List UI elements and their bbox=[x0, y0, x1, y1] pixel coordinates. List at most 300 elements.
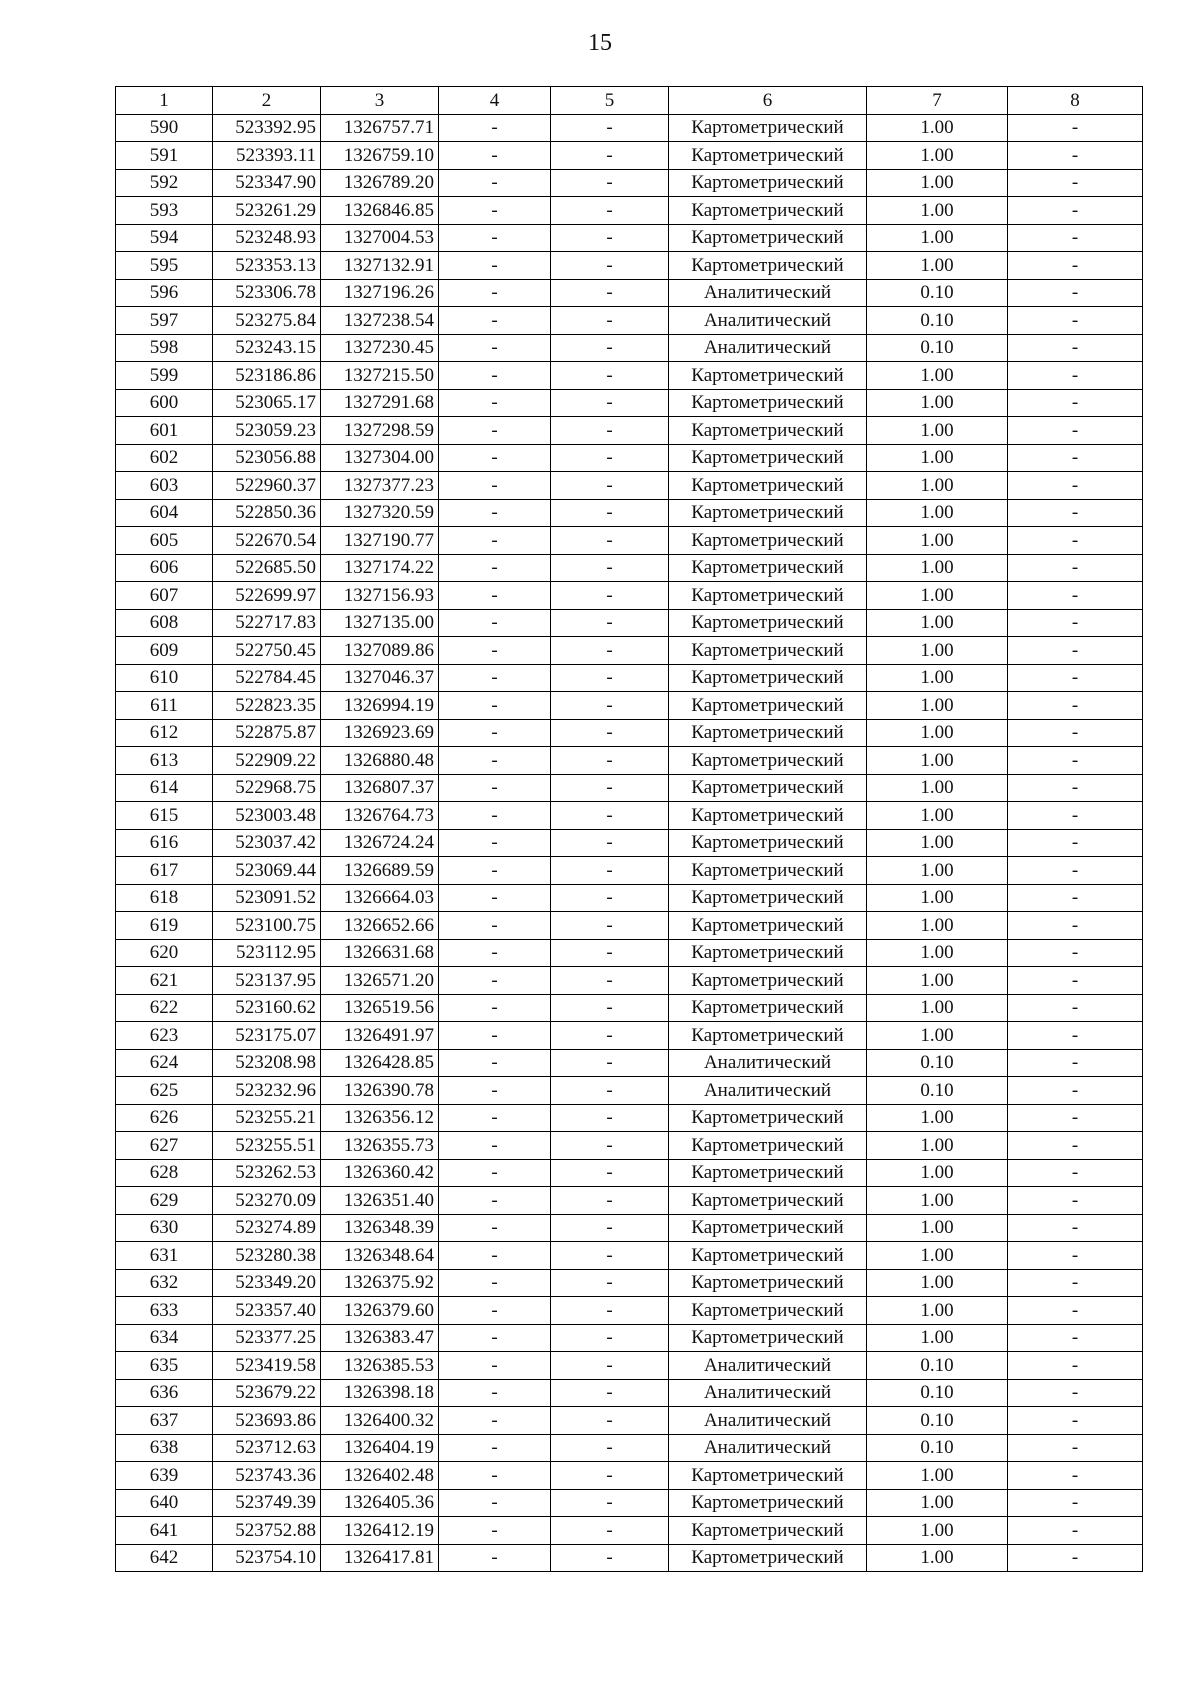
method-cell: Картометрический bbox=[669, 527, 867, 555]
point-number-cell: 595 bbox=[116, 252, 213, 280]
accuracy-cell: 1.00 bbox=[867, 1214, 1008, 1242]
accuracy-cell: 1.00 bbox=[867, 857, 1008, 885]
y-coordinate-cell: 1326631.68 bbox=[321, 939, 439, 967]
table-row bbox=[116, 527, 1143, 555]
header-row bbox=[116, 87, 1143, 115]
method-cell: Картометрический bbox=[669, 857, 867, 885]
point-number-cell: 609 bbox=[116, 637, 213, 665]
accuracy-cell: 1.00 bbox=[867, 1297, 1008, 1325]
header-cell: 1 bbox=[116, 87, 213, 115]
col4-cell: - bbox=[439, 114, 551, 142]
table-row bbox=[116, 307, 1143, 335]
y-coordinate-cell: 1326664.03 bbox=[321, 884, 439, 912]
col4-cell: - bbox=[439, 1104, 551, 1132]
table-row bbox=[116, 1379, 1143, 1407]
method-cell: Картометрический bbox=[669, 224, 867, 252]
col5-cell: - bbox=[551, 664, 669, 692]
col5-cell: - bbox=[551, 967, 669, 995]
col8-cell: - bbox=[1008, 389, 1143, 417]
method-cell: Аналитический bbox=[669, 1379, 867, 1407]
col4-cell: - bbox=[439, 1214, 551, 1242]
y-coordinate-cell: 1326571.20 bbox=[321, 967, 439, 995]
col5-cell: - bbox=[551, 719, 669, 747]
x-coordinate-cell: 523357.40 bbox=[213, 1297, 321, 1325]
method-cell: Картометрический bbox=[669, 1462, 867, 1490]
col5-cell: - bbox=[551, 334, 669, 362]
x-coordinate-cell: 523743.36 bbox=[213, 1462, 321, 1490]
col4-cell: - bbox=[439, 582, 551, 610]
table-row bbox=[116, 1022, 1143, 1050]
point-number-cell: 631 bbox=[116, 1242, 213, 1270]
point-number-cell: 606 bbox=[116, 554, 213, 582]
col5-cell: - bbox=[551, 609, 669, 637]
point-number-cell: 615 bbox=[116, 802, 213, 830]
accuracy-cell: 1.00 bbox=[867, 582, 1008, 610]
accuracy-cell: 1.00 bbox=[867, 884, 1008, 912]
col5-cell: - bbox=[551, 582, 669, 610]
accuracy-cell: 1.00 bbox=[867, 252, 1008, 280]
y-coordinate-cell: 1326994.19 bbox=[321, 692, 439, 720]
col4-cell: - bbox=[439, 857, 551, 885]
method-cell: Картометрический bbox=[669, 1187, 867, 1215]
y-coordinate-cell: 1326360.42 bbox=[321, 1159, 439, 1187]
table-row bbox=[116, 1324, 1143, 1352]
y-coordinate-cell: 1326417.81 bbox=[321, 1544, 439, 1572]
col8-cell: - bbox=[1008, 747, 1143, 775]
y-coordinate-cell: 1326923.69 bbox=[321, 719, 439, 747]
method-cell: Картометрический bbox=[669, 1324, 867, 1352]
table-row bbox=[116, 802, 1143, 830]
col5-cell: - bbox=[551, 362, 669, 390]
accuracy-cell: 1.00 bbox=[867, 1022, 1008, 1050]
point-number-cell: 634 bbox=[116, 1324, 213, 1352]
method-cell: Аналитический bbox=[669, 1049, 867, 1077]
col8-cell: - bbox=[1008, 499, 1143, 527]
col4-cell: - bbox=[439, 499, 551, 527]
accuracy-cell: 1.00 bbox=[867, 224, 1008, 252]
col8-cell: - bbox=[1008, 774, 1143, 802]
col4-cell: - bbox=[439, 1297, 551, 1325]
accuracy-cell: 0.10 bbox=[867, 1077, 1008, 1105]
x-coordinate-cell: 523754.10 bbox=[213, 1544, 321, 1572]
point-number-cell: 602 bbox=[116, 444, 213, 472]
col4-cell: - bbox=[439, 939, 551, 967]
x-coordinate-cell: 523393.11 bbox=[213, 142, 321, 170]
method-cell: Картометрический bbox=[669, 747, 867, 775]
table-row bbox=[116, 472, 1143, 500]
method-cell: Картометрический bbox=[669, 252, 867, 280]
y-coordinate-cell: 1326519.56 bbox=[321, 994, 439, 1022]
method-cell: Картометрический bbox=[669, 994, 867, 1022]
method-cell: Картометрический bbox=[669, 389, 867, 417]
col5-cell: - bbox=[551, 169, 669, 197]
col5-cell: - bbox=[551, 307, 669, 335]
y-coordinate-cell: 1326428.85 bbox=[321, 1049, 439, 1077]
table-row bbox=[116, 279, 1143, 307]
accuracy-cell: 1.00 bbox=[867, 527, 1008, 555]
col5-cell: - bbox=[551, 252, 669, 280]
x-coordinate-cell: 523243.15 bbox=[213, 334, 321, 362]
accuracy-cell: 1.00 bbox=[867, 967, 1008, 995]
col4-cell: - bbox=[439, 169, 551, 197]
x-coordinate-cell: 523232.96 bbox=[213, 1077, 321, 1105]
y-coordinate-cell: 1327304.00 bbox=[321, 444, 439, 472]
method-cell: Аналитический bbox=[669, 1077, 867, 1105]
col5-cell: - bbox=[551, 444, 669, 472]
col8-cell: - bbox=[1008, 994, 1143, 1022]
accuracy-cell: 1.00 bbox=[867, 609, 1008, 637]
method-cell: Аналитический bbox=[669, 1407, 867, 1435]
point-number-cell: 592 bbox=[116, 169, 213, 197]
col8-cell: - bbox=[1008, 252, 1143, 280]
col4-cell: - bbox=[439, 1517, 551, 1545]
table-row bbox=[116, 1242, 1143, 1270]
col8-cell: - bbox=[1008, 1049, 1143, 1077]
col4-cell: - bbox=[439, 692, 551, 720]
col8-cell: - bbox=[1008, 692, 1143, 720]
method-cell: Аналитический bbox=[669, 1352, 867, 1380]
col5-cell: - bbox=[551, 1214, 669, 1242]
col8-cell: - bbox=[1008, 1159, 1143, 1187]
accuracy-cell: 1.00 bbox=[867, 1242, 1008, 1270]
col8-cell: - bbox=[1008, 609, 1143, 637]
col8-cell: - bbox=[1008, 939, 1143, 967]
col8-cell: - bbox=[1008, 197, 1143, 225]
col8-cell: - bbox=[1008, 114, 1143, 142]
accuracy-cell: 1.00 bbox=[867, 802, 1008, 830]
col4-cell: - bbox=[439, 912, 551, 940]
y-coordinate-cell: 1326405.36 bbox=[321, 1489, 439, 1517]
col8-cell: - bbox=[1008, 472, 1143, 500]
accuracy-cell: 1.00 bbox=[867, 637, 1008, 665]
col8-cell: - bbox=[1008, 1544, 1143, 1572]
col4-cell: - bbox=[439, 279, 551, 307]
x-coordinate-cell: 523275.84 bbox=[213, 307, 321, 335]
y-coordinate-cell: 1326789.20 bbox=[321, 169, 439, 197]
col5-cell: - bbox=[551, 1159, 669, 1187]
y-coordinate-cell: 1326383.47 bbox=[321, 1324, 439, 1352]
accuracy-cell: 1.00 bbox=[867, 1187, 1008, 1215]
y-coordinate-cell: 1326757.71 bbox=[321, 114, 439, 142]
col8-cell: - bbox=[1008, 307, 1143, 335]
y-coordinate-cell: 1326355.73 bbox=[321, 1132, 439, 1160]
x-coordinate-cell: 522670.54 bbox=[213, 527, 321, 555]
col8-cell: - bbox=[1008, 884, 1143, 912]
table-row bbox=[116, 994, 1143, 1022]
col4-cell: - bbox=[439, 1407, 551, 1435]
point-number-cell: 591 bbox=[116, 142, 213, 170]
col4-cell: - bbox=[439, 1242, 551, 1270]
header-cell: 4 bbox=[439, 87, 551, 115]
col4-cell: - bbox=[439, 747, 551, 775]
table-row bbox=[116, 1132, 1143, 1160]
accuracy-cell: 1.00 bbox=[867, 472, 1008, 500]
col8-cell: - bbox=[1008, 1187, 1143, 1215]
accuracy-cell: 1.00 bbox=[867, 499, 1008, 527]
x-coordinate-cell: 522685.50 bbox=[213, 554, 321, 582]
point-number-cell: 621 bbox=[116, 967, 213, 995]
col4-cell: - bbox=[439, 307, 551, 335]
table-row bbox=[116, 609, 1143, 637]
table-row bbox=[116, 912, 1143, 940]
x-coordinate-cell: 523693.86 bbox=[213, 1407, 321, 1435]
col4-cell: - bbox=[439, 224, 551, 252]
col5-cell: - bbox=[551, 1434, 669, 1462]
table-row bbox=[116, 417, 1143, 445]
point-number-cell: 612 bbox=[116, 719, 213, 747]
col4-cell: - bbox=[439, 142, 551, 170]
x-coordinate-cell: 523059.23 bbox=[213, 417, 321, 445]
table-row bbox=[116, 1214, 1143, 1242]
accuracy-cell: 1.00 bbox=[867, 1132, 1008, 1160]
col4-cell: - bbox=[439, 609, 551, 637]
accuracy-cell: 1.00 bbox=[867, 1269, 1008, 1297]
col4-cell: - bbox=[439, 1544, 551, 1572]
y-coordinate-cell: 1326356.12 bbox=[321, 1104, 439, 1132]
method-cell: Картометрический bbox=[669, 1104, 867, 1132]
y-coordinate-cell: 1327377.23 bbox=[321, 472, 439, 500]
x-coordinate-cell: 523112.95 bbox=[213, 939, 321, 967]
col8-cell: - bbox=[1008, 802, 1143, 830]
x-coordinate-cell: 523160.62 bbox=[213, 994, 321, 1022]
method-cell: Картометрический bbox=[669, 1297, 867, 1325]
x-coordinate-cell: 523091.52 bbox=[213, 884, 321, 912]
x-coordinate-cell: 523679.22 bbox=[213, 1379, 321, 1407]
table-row bbox=[116, 1187, 1143, 1215]
point-number-cell: 594 bbox=[116, 224, 213, 252]
method-cell: Картометрический bbox=[669, 1022, 867, 1050]
col4-cell: - bbox=[439, 527, 551, 555]
col4-cell: - bbox=[439, 389, 551, 417]
col4-cell: - bbox=[439, 1379, 551, 1407]
col5-cell: - bbox=[551, 692, 669, 720]
col5-cell: - bbox=[551, 802, 669, 830]
table-row bbox=[116, 1352, 1143, 1380]
accuracy-cell: 1.00 bbox=[867, 1489, 1008, 1517]
y-coordinate-cell: 1326348.64 bbox=[321, 1242, 439, 1270]
x-coordinate-cell: 523003.48 bbox=[213, 802, 321, 830]
col8-cell: - bbox=[1008, 1517, 1143, 1545]
method-cell: Картометрический bbox=[669, 554, 867, 582]
method-cell: Картометрический bbox=[669, 582, 867, 610]
point-number-cell: 601 bbox=[116, 417, 213, 445]
y-coordinate-cell: 1326724.24 bbox=[321, 829, 439, 857]
col8-cell: - bbox=[1008, 554, 1143, 582]
col8-cell: - bbox=[1008, 1104, 1143, 1132]
table-row bbox=[116, 444, 1143, 472]
method-cell: Картометрический bbox=[669, 609, 867, 637]
y-coordinate-cell: 1326807.37 bbox=[321, 774, 439, 802]
col8-cell: - bbox=[1008, 719, 1143, 747]
accuracy-cell: 1.00 bbox=[867, 994, 1008, 1022]
col8-cell: - bbox=[1008, 582, 1143, 610]
accuracy-cell: 1.00 bbox=[867, 169, 1008, 197]
point-number-cell: 641 bbox=[116, 1517, 213, 1545]
header-cell: 5 bbox=[551, 87, 669, 115]
table-row bbox=[116, 582, 1143, 610]
col8-cell: - bbox=[1008, 444, 1143, 472]
x-coordinate-cell: 523419.58 bbox=[213, 1352, 321, 1380]
point-number-cell: 625 bbox=[116, 1077, 213, 1105]
method-cell: Картометрический bbox=[669, 1489, 867, 1517]
y-coordinate-cell: 1327174.22 bbox=[321, 554, 439, 582]
col5-cell: - bbox=[551, 1544, 669, 1572]
point-number-cell: 637 bbox=[116, 1407, 213, 1435]
accuracy-cell: 1.00 bbox=[867, 939, 1008, 967]
header-cell: 6 bbox=[669, 87, 867, 115]
y-coordinate-cell: 1326759.10 bbox=[321, 142, 439, 170]
point-number-cell: 596 bbox=[116, 279, 213, 307]
x-coordinate-cell: 523752.88 bbox=[213, 1517, 321, 1545]
method-cell: Картометрический bbox=[669, 774, 867, 802]
col8-cell: - bbox=[1008, 1489, 1143, 1517]
col8-cell: - bbox=[1008, 1242, 1143, 1270]
point-number-cell: 616 bbox=[116, 829, 213, 857]
col4-cell: - bbox=[439, 719, 551, 747]
point-number-cell: 630 bbox=[116, 1214, 213, 1242]
table-row bbox=[116, 1297, 1143, 1325]
y-coordinate-cell: 1326402.48 bbox=[321, 1462, 439, 1490]
accuracy-cell: 0.10 bbox=[867, 1049, 1008, 1077]
point-number-cell: 636 bbox=[116, 1379, 213, 1407]
accuracy-cell: 1.00 bbox=[867, 774, 1008, 802]
x-coordinate-cell: 523100.75 bbox=[213, 912, 321, 940]
x-coordinate-cell: 522823.35 bbox=[213, 692, 321, 720]
accuracy-cell: 1.00 bbox=[867, 747, 1008, 775]
col5-cell: - bbox=[551, 142, 669, 170]
y-coordinate-cell: 1326398.18 bbox=[321, 1379, 439, 1407]
col5-cell: - bbox=[551, 939, 669, 967]
col4-cell: - bbox=[439, 334, 551, 362]
accuracy-cell: 1.00 bbox=[867, 1544, 1008, 1572]
x-coordinate-cell: 523749.39 bbox=[213, 1489, 321, 1517]
point-number-cell: 632 bbox=[116, 1269, 213, 1297]
col5-cell: - bbox=[551, 1379, 669, 1407]
table-row bbox=[116, 1544, 1143, 1572]
y-coordinate-cell: 1326404.19 bbox=[321, 1434, 439, 1462]
method-cell: Картометрический bbox=[669, 1517, 867, 1545]
col4-cell: - bbox=[439, 774, 551, 802]
col4-cell: - bbox=[439, 967, 551, 995]
y-coordinate-cell: 1326385.53 bbox=[321, 1352, 439, 1380]
point-number-cell: 610 bbox=[116, 664, 213, 692]
table-row bbox=[116, 884, 1143, 912]
col5-cell: - bbox=[551, 1132, 669, 1160]
col5-cell: - bbox=[551, 527, 669, 555]
point-number-cell: 623 bbox=[116, 1022, 213, 1050]
accuracy-cell: 0.10 bbox=[867, 1407, 1008, 1435]
x-coordinate-cell: 522717.83 bbox=[213, 609, 321, 637]
y-coordinate-cell: 1327196.26 bbox=[321, 279, 439, 307]
method-cell: Картометрический bbox=[669, 417, 867, 445]
col5-cell: - bbox=[551, 884, 669, 912]
point-number-cell: 618 bbox=[116, 884, 213, 912]
col8-cell: - bbox=[1008, 224, 1143, 252]
y-coordinate-cell: 1327190.77 bbox=[321, 527, 439, 555]
col8-cell: - bbox=[1008, 334, 1143, 362]
point-number-cell: 620 bbox=[116, 939, 213, 967]
header-cell: 2 bbox=[213, 87, 321, 115]
method-cell: Картометрический bbox=[669, 664, 867, 692]
point-number-cell: 597 bbox=[116, 307, 213, 335]
col5-cell: - bbox=[551, 857, 669, 885]
table-row bbox=[116, 142, 1143, 170]
table-row bbox=[116, 224, 1143, 252]
point-number-cell: 607 bbox=[116, 582, 213, 610]
x-coordinate-cell: 523274.89 bbox=[213, 1214, 321, 1242]
table-row bbox=[116, 1407, 1143, 1435]
y-coordinate-cell: 1326351.40 bbox=[321, 1187, 439, 1215]
y-coordinate-cell: 1327156.93 bbox=[321, 582, 439, 610]
col8-cell: - bbox=[1008, 1407, 1143, 1435]
col5-cell: - bbox=[551, 114, 669, 142]
col5-cell: - bbox=[551, 279, 669, 307]
point-number-cell: 640 bbox=[116, 1489, 213, 1517]
y-coordinate-cell: 1326689.59 bbox=[321, 857, 439, 885]
col8-cell: - bbox=[1008, 1324, 1143, 1352]
point-number-cell: 590 bbox=[116, 114, 213, 142]
point-number-cell: 598 bbox=[116, 334, 213, 362]
table-row bbox=[116, 1434, 1143, 1462]
method-cell: Картометрический bbox=[669, 912, 867, 940]
table-row bbox=[116, 197, 1143, 225]
col5-cell: - bbox=[551, 1297, 669, 1325]
method-cell: Картометрический bbox=[669, 1269, 867, 1297]
table-row bbox=[116, 829, 1143, 857]
table-row bbox=[116, 334, 1143, 362]
col8-cell: - bbox=[1008, 912, 1143, 940]
y-coordinate-cell: 1326412.19 bbox=[321, 1517, 439, 1545]
method-cell: Аналитический bbox=[669, 1434, 867, 1462]
y-coordinate-cell: 1326880.48 bbox=[321, 747, 439, 775]
accuracy-cell: 0.10 bbox=[867, 279, 1008, 307]
col4-cell: - bbox=[439, 1434, 551, 1462]
x-coordinate-cell: 523392.95 bbox=[213, 114, 321, 142]
col8-cell: - bbox=[1008, 1352, 1143, 1380]
x-coordinate-cell: 523175.07 bbox=[213, 1022, 321, 1050]
table-row bbox=[116, 692, 1143, 720]
table-row bbox=[116, 1517, 1143, 1545]
method-cell: Картометрический bbox=[669, 472, 867, 500]
table-row bbox=[116, 774, 1143, 802]
table-row bbox=[116, 114, 1143, 142]
table-row bbox=[116, 857, 1143, 885]
table-row bbox=[116, 362, 1143, 390]
x-coordinate-cell: 523208.98 bbox=[213, 1049, 321, 1077]
col8-cell: - bbox=[1008, 664, 1143, 692]
table-row bbox=[116, 719, 1143, 747]
table-row bbox=[116, 1077, 1143, 1105]
method-cell: Картометрический bbox=[669, 499, 867, 527]
table-row bbox=[116, 1489, 1143, 1517]
point-number-cell: 639 bbox=[116, 1462, 213, 1490]
x-coordinate-cell: 523261.29 bbox=[213, 197, 321, 225]
y-coordinate-cell: 1326379.60 bbox=[321, 1297, 439, 1325]
col5-cell: - bbox=[551, 224, 669, 252]
col5-cell: - bbox=[551, 1269, 669, 1297]
col5-cell: - bbox=[551, 554, 669, 582]
y-coordinate-cell: 1326390.78 bbox=[321, 1077, 439, 1105]
col4-cell: - bbox=[439, 829, 551, 857]
y-coordinate-cell: 1327132.91 bbox=[321, 252, 439, 280]
y-coordinate-cell: 1326400.32 bbox=[321, 1407, 439, 1435]
table-row bbox=[116, 1462, 1143, 1490]
method-cell: Картометрический bbox=[669, 1242, 867, 1270]
x-coordinate-cell: 522909.22 bbox=[213, 747, 321, 775]
accuracy-cell: 0.10 bbox=[867, 1434, 1008, 1462]
y-coordinate-cell: 1327320.59 bbox=[321, 499, 439, 527]
x-coordinate-cell: 522699.97 bbox=[213, 582, 321, 610]
